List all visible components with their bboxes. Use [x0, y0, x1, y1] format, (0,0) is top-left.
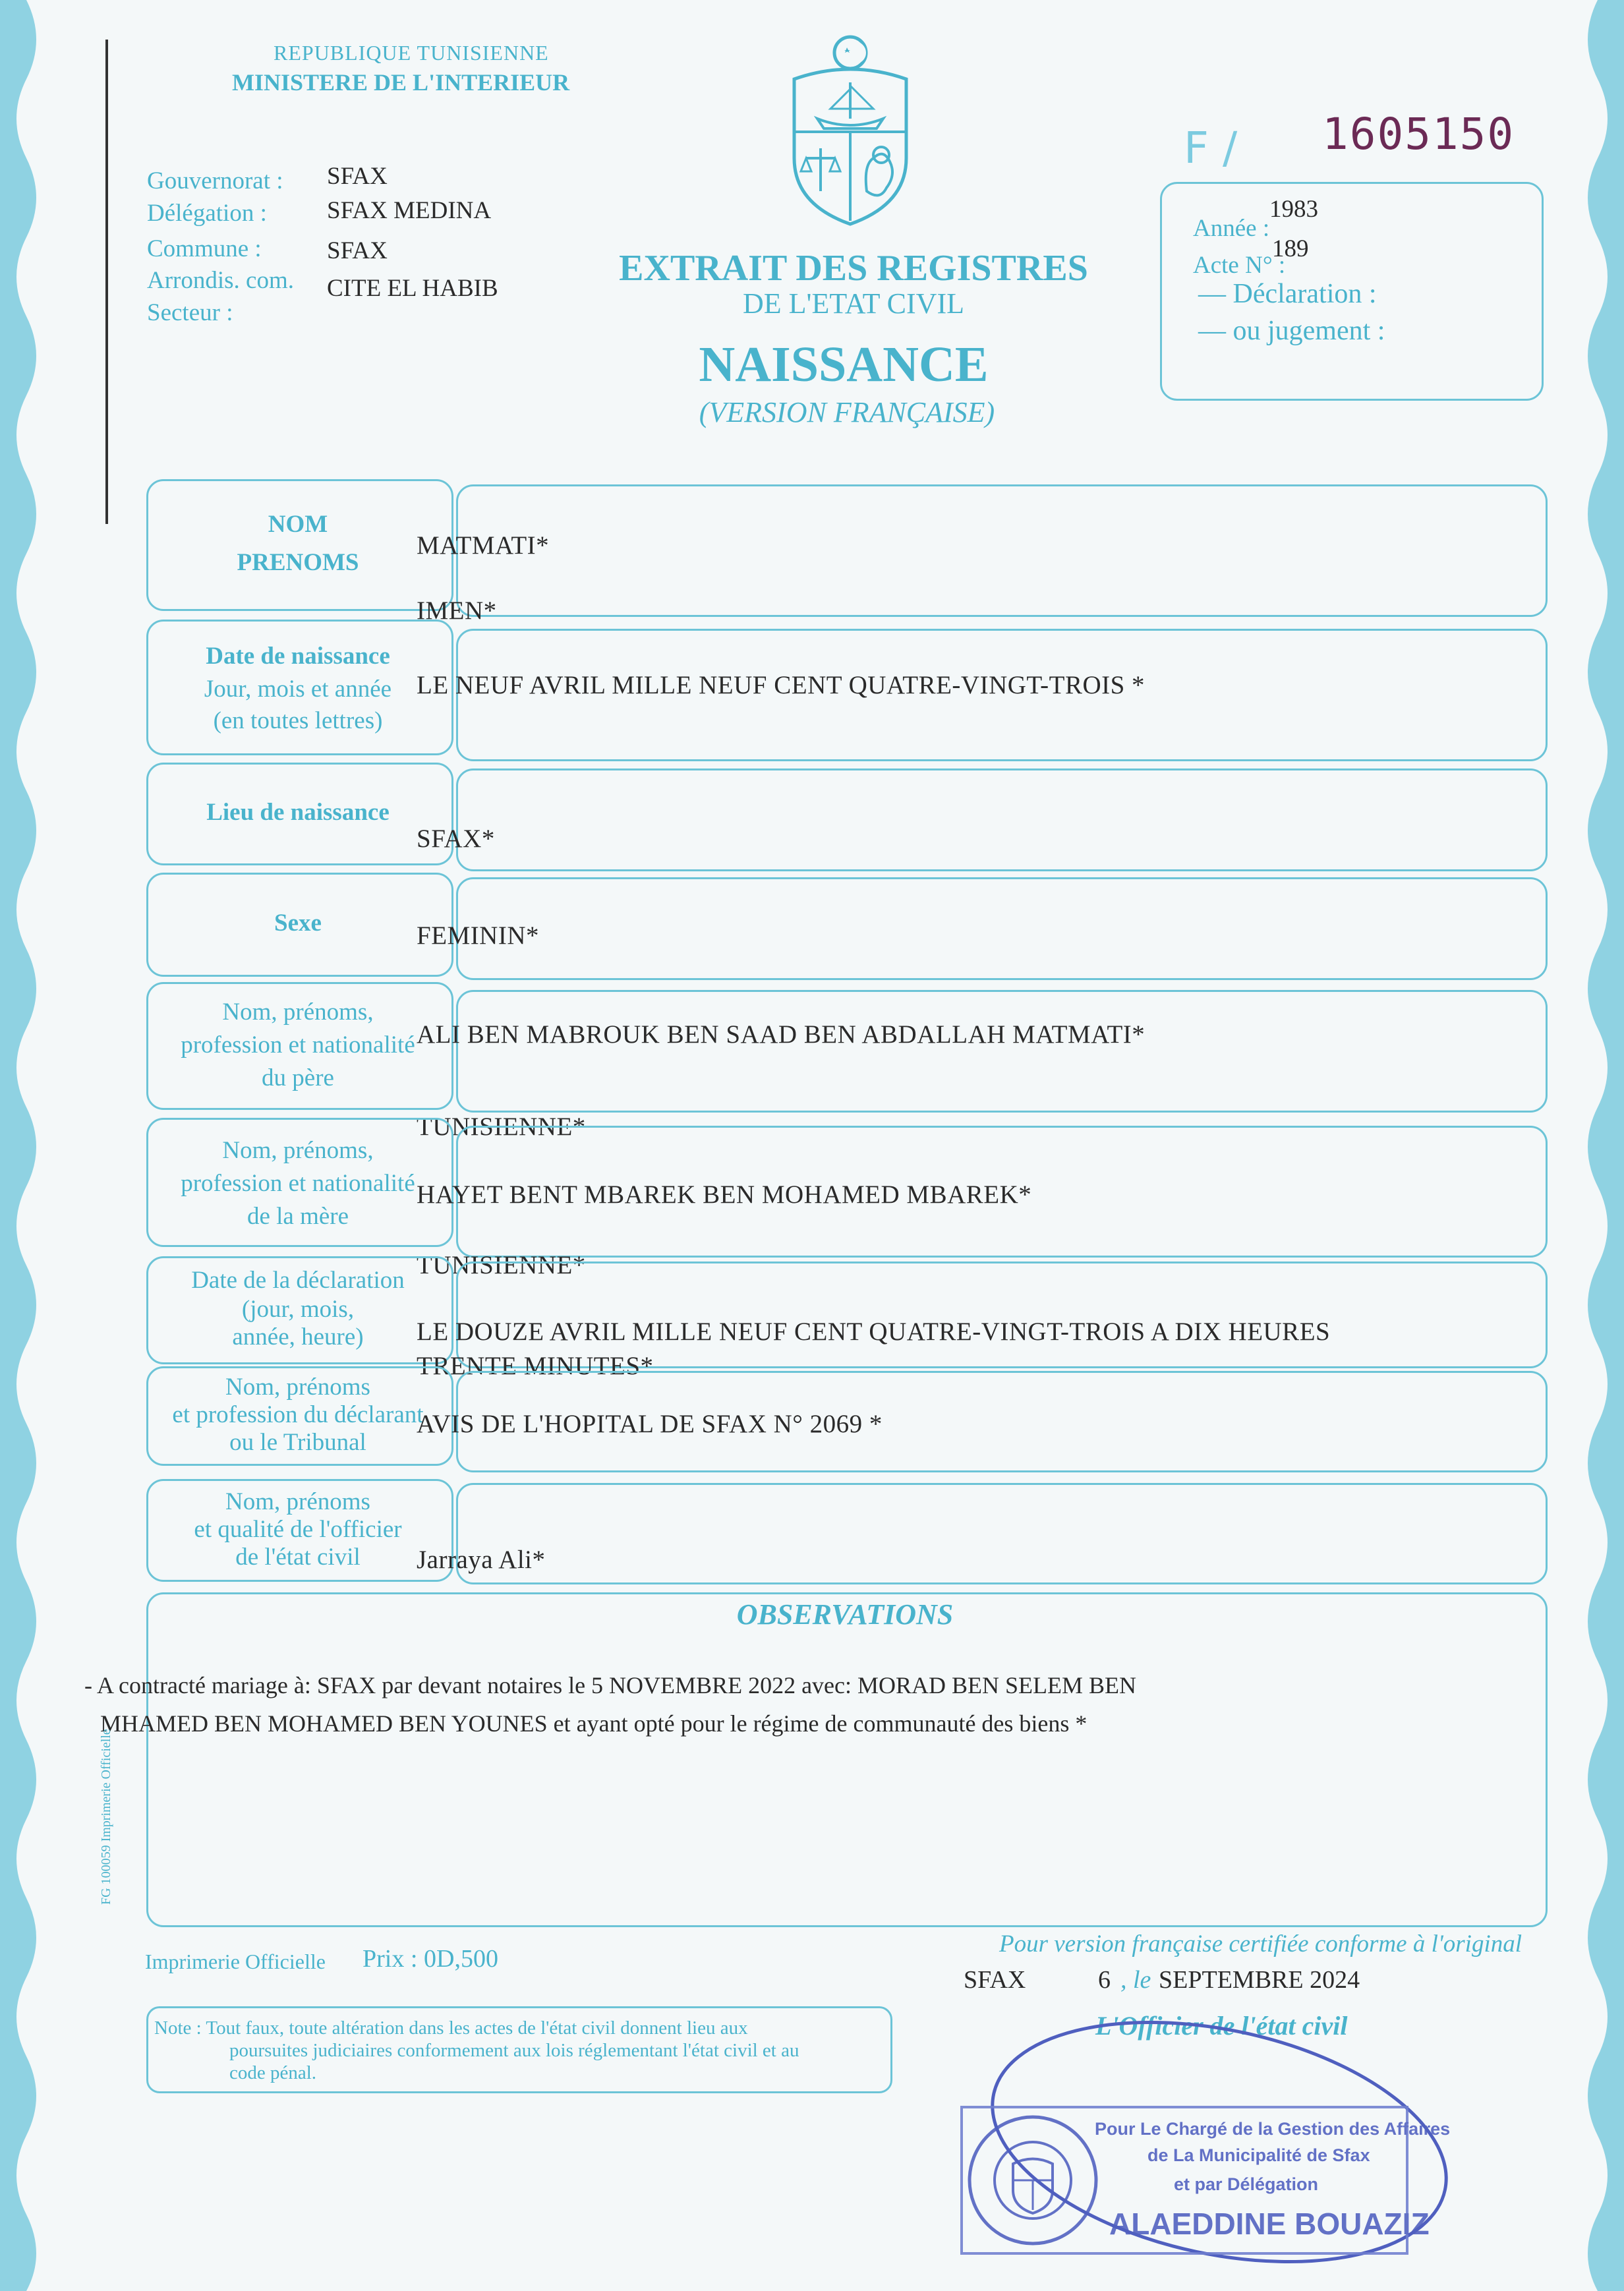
price-label: Prix : — [362, 1945, 418, 1973]
arrondissement-label: Arrondis. com. — [147, 267, 294, 294]
title-civil-status: DE L'ETAT CIVIL — [743, 287, 964, 320]
observations-box — [146, 1592, 1548, 1927]
date-separator: , le — [1120, 1966, 1151, 1994]
pob-value-box — [456, 768, 1548, 871]
printer-label: Imprimerie Officielle — [145, 1950, 326, 1973]
sex-label: Sexe — [274, 910, 322, 937]
act-number-value: 189 — [1272, 235, 1309, 262]
issue-place: SFAX — [964, 1966, 1026, 1994]
mother-label-1: Nom, prénoms, — [222, 1137, 374, 1164]
title-birth: NAISSANCE — [699, 337, 989, 392]
prenoms-value: IMEN* — [417, 596, 497, 625]
jugement-label: — ou jugement : — [1198, 316, 1385, 346]
father-value: ALI BEN MABROUK BEN SAAD BEN ABDALLAH MATMATI* — [417, 1020, 1146, 1049]
officer-value: Jarraya Ali* — [417, 1546, 546, 1574]
father-value-box — [456, 990, 1548, 1113]
mother-nationality: TUNISIENNE* — [417, 1251, 586, 1279]
father-label-2: profession et nationalité — [181, 1031, 415, 1058]
mother-label-3: de la mère — [246, 1203, 349, 1230]
side-print-code: FG 100059 Imprimerie Officielle — [99, 1729, 113, 1905]
declarant-value: AVIS DE L'HOPITAL DE SFAX N° 2069 * — [417, 1410, 883, 1438]
decl-date-label-3: année, heure) — [232, 1323, 364, 1350]
stamp-line-3: et par Délégation — [1174, 2174, 1319, 2194]
delegation-value: SFAX MEDINA — [327, 197, 492, 224]
year-value: 1983 — [1269, 196, 1318, 223]
mother-label-2: profession et nationalité — [181, 1170, 415, 1197]
note-line-3: code pénal. — [229, 2062, 317, 2083]
decl-date-label-2: (jour, mois, — [241, 1296, 355, 1323]
stamp-line-2: de La Municipalité de Sfax — [1147, 2145, 1370, 2165]
observations-title: OBSERVATIONS — [736, 1598, 954, 1631]
prenoms-label: PRENOMS — [237, 549, 359, 576]
commune-value: SFAX — [327, 237, 388, 264]
ministry-heading: MINISTERE DE L'INTERIEUR — [232, 69, 570, 96]
governorate-value: SFAX — [327, 163, 388, 190]
pob-label: Lieu de naissance — [206, 799, 390, 826]
name-label-box — [146, 479, 453, 611]
nom-value: MATMATI* — [417, 531, 550, 560]
stamp-line-1: Pour Le Chargé de la Gestion des Affaires — [1095, 2119, 1451, 2139]
price-value: 0D,500 — [424, 1945, 498, 1973]
arrondissement-value: CITE EL HABIB — [327, 275, 498, 302]
sex-value: FEMININ* — [417, 921, 539, 950]
name-value-box — [456, 484, 1548, 617]
declarant-label-3: ou le Tribunal — [229, 1429, 366, 1456]
act-number-label: Acte N° : — [1193, 252, 1286, 279]
tunisia-coat-of-arms-icon — [781, 33, 919, 231]
dob-label-2: Jour, mois et année — [204, 676, 392, 703]
dob-label-1: Date de naissance — [206, 643, 390, 670]
municipal-seal-icon — [967, 2111, 1099, 2249]
declarant-label-2: et profession du déclarant — [172, 1401, 424, 1428]
mother-value: HAYET BENT MBAREK BEN MOHAMED MBAREK* — [417, 1180, 1032, 1209]
dob-value: LE NEUF AVRIL MILLE NEUF CENT QUATRE-VINGT-TROIS * — [417, 671, 1146, 699]
officer-title: L'Officier de l'état civil — [1095, 2011, 1348, 2041]
note-line-2: poursuites judiciaires conformement aux lois réglementant l'état civil et au — [229, 2040, 799, 2061]
officer-label-1: Nom, prénoms — [225, 1488, 370, 1515]
official-stamp — [960, 2106, 1451, 2255]
dob-label-3: (en toutes lettres) — [213, 707, 383, 734]
year-label: Année : — [1193, 215, 1270, 242]
commune-label: Commune : — [147, 235, 262, 262]
sector-label: Secteur : — [147, 299, 233, 326]
pob-value: SFAX* — [417, 825, 495, 853]
declarant-label-1: Nom, prénoms — [225, 1374, 370, 1401]
nom-label: NOM — [268, 511, 328, 538]
issue-month-year: SEPTEMBRE 2024 — [1159, 1966, 1360, 1994]
stamp-officer-name: ALAEDDINE BOUAZIZ — [1109, 2207, 1430, 2241]
officer-label-2: et qualité de l'officier — [194, 1516, 402, 1543]
note-line-1: Note : Tout faux, toute altération dans les actes de l'état civil donnent lieu aux — [154, 2017, 748, 2039]
officer-value-box — [456, 1483, 1548, 1584]
decl-date-value-line1: LE DOUZE AVRIL MILLE NEUF CENT QUATRE-VINGT-TROIS A DIX HEURES — [417, 1318, 1331, 1346]
serial-number: 1605150 — [1322, 109, 1515, 160]
delegation-label: Délégation : — [147, 200, 267, 227]
title-extract: EXTRAIT DES REGISTRES — [619, 248, 1088, 289]
governorate-label: Gouvernorat : — [147, 167, 283, 194]
title-version: (VERSION FRANÇAISE) — [699, 396, 995, 428]
republic-heading: REPUBLIQUE TUNISIENNE — [274, 41, 549, 65]
observations-line-2: MHAMED BEN MOHAMED BEN YOUNES et ayant opté pour le régime de communauté des biens * — [100, 1710, 1088, 1737]
father-label-3: du père — [262, 1064, 334, 1091]
decl-date-value-line2: TRENTE MINUTES* — [417, 1352, 654, 1380]
form-prefix: F / — [1184, 123, 1238, 173]
declaration-label: — Déclaration : — [1198, 279, 1377, 309]
officer-label-3: de l'état civil — [235, 1544, 361, 1571]
issue-day: 6 — [1098, 1966, 1111, 1994]
sex-value-box — [456, 877, 1548, 980]
father-label-1: Nom, prénoms, — [222, 999, 374, 1026]
decl-date-label-1: Date de la déclaration — [191, 1267, 405, 1294]
certified-statement: Pour version française certifiée conforme à l'original — [999, 1930, 1522, 1958]
father-nationality: TUNISIENNE* — [417, 1113, 586, 1141]
observations-line-1: - A contracté mariage à: SFAX par devant notaires le 5 NOVEMBRE 2022 avec: MORAD BEN SELEM BEN — [84, 1672, 1137, 1698]
